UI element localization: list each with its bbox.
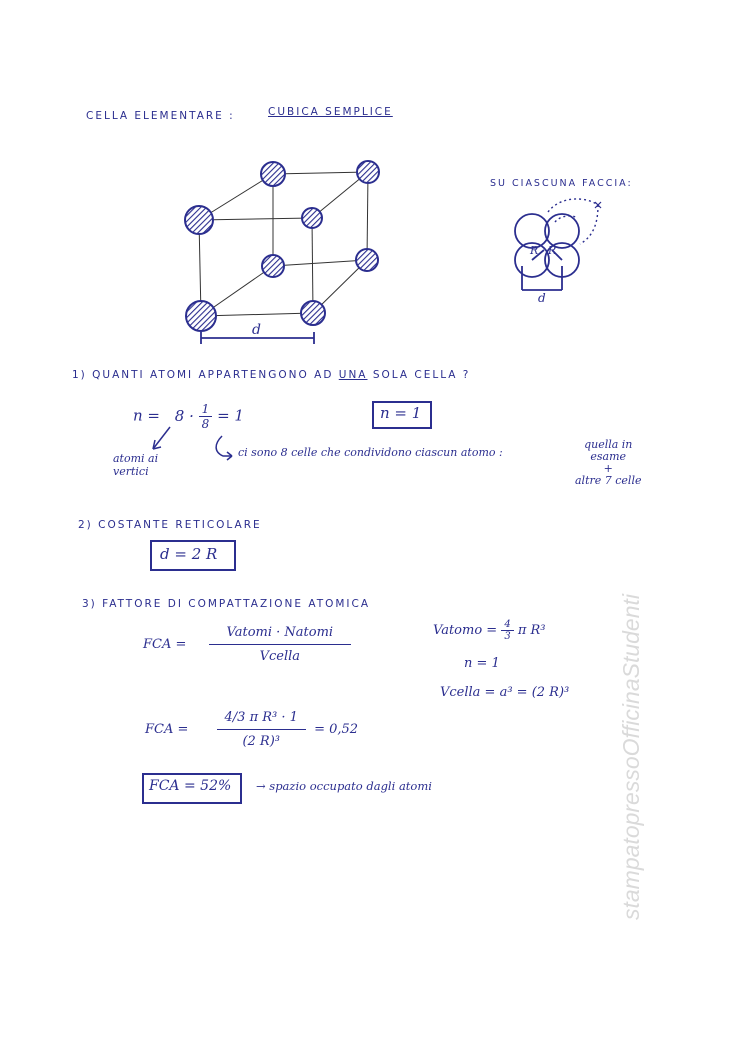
q3-v-atom: Vatomo = $\frac{4}{3}$ π R³ xyxy=(433,619,546,642)
atom-back-top-left xyxy=(261,162,285,186)
header-label: CELLA ELEMENTARE : xyxy=(86,110,235,122)
face-edge-label: d xyxy=(538,291,546,305)
header-cell-type: CUBICA SEMPLICE xyxy=(268,106,393,118)
q1-title: 1) QUANTI ATOMI APPARTENGONO AD UNA SOLA CELLA ? xyxy=(72,369,471,381)
q1-note-cells: ci sono 8 celle che condividono ciascun atomo : xyxy=(238,446,503,459)
atom-front-top-left xyxy=(185,206,213,234)
q1-note-side: quella in esame + altre 7 celle xyxy=(575,438,642,487)
q3-fca-formula: FCA = $\frac{\text{Vatomi · Natomi}}{\text{Vcella}}$ xyxy=(143,625,351,664)
face-radius-label-left: R xyxy=(530,244,539,257)
cube-edge-label: d xyxy=(252,322,261,338)
atom-back-top-right xyxy=(357,161,379,183)
atom-back-bottom-left xyxy=(262,255,284,277)
q1-note-vertices: atomi ai vertici xyxy=(113,452,159,478)
q1-result: n = 1 xyxy=(380,404,422,422)
face-title: SU CIASCUNA FACCIA: xyxy=(490,178,633,189)
q2-title: 2) COSTANTE RETICOLARE xyxy=(78,519,262,531)
atom-front-bottom-right xyxy=(301,301,325,325)
atom-front-top-right xyxy=(302,208,322,228)
q3-v-cell: Vcella = a³ = (2 R)³ xyxy=(440,685,570,700)
atom-back-bottom-right xyxy=(356,249,378,271)
q3-result-note: → spazio occupato dagli atomi xyxy=(256,779,432,793)
q3-result: FCA = 52% xyxy=(149,778,232,794)
q3-calculation: FCA = $\frac{\text{4/3 π R³ · 1}}{\text{(2 R)³}}$ = 0,52 xyxy=(145,710,359,749)
watermark-text: stampatopressoOfficinaStudenti xyxy=(618,593,644,920)
face-radius-label-right: R xyxy=(548,244,557,257)
q3-n-line: n = 1 xyxy=(464,656,500,671)
q3-title: 3) FATTORE DI COMPATTAZIONE ATOMICA xyxy=(82,598,371,610)
q1-equation: n = 8 · $\frac{1}{8}$ = 1 xyxy=(133,402,244,431)
q2-result: d = 2 R xyxy=(160,545,218,563)
atom-front-bottom-left xyxy=(186,301,216,331)
